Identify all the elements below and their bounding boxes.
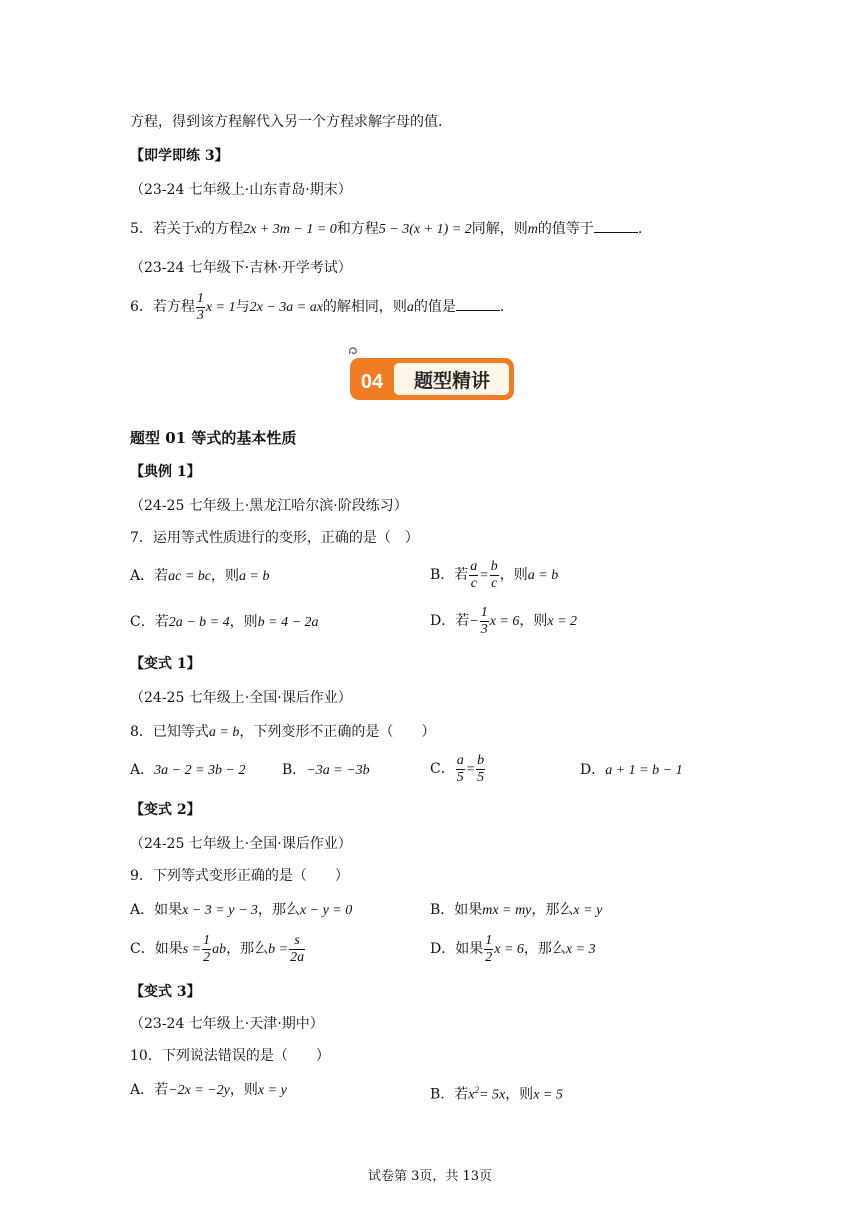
q9-c-post: ab — [212, 942, 227, 957]
q9-d-mid: ，那么 — [523, 941, 566, 957]
q6-equation-1: x = 1 — [205, 300, 236, 315]
q7-c-label: C．若 — [130, 614, 169, 630]
q6-fraction-denominator: 3 — [196, 307, 204, 323]
q6-answer-blank[interactable] — [456, 296, 500, 311]
intro-text: 方程，得到该方程解代入另一个方程求解字母的值. — [130, 114, 443, 130]
q5-equation-2: 5 − 3(x + 1) = 2 — [378, 222, 472, 237]
q9-b-expr: mx = my — [482, 903, 532, 918]
question-6 — [130, 290, 504, 325]
q7-d-result: x = 2 — [547, 614, 578, 629]
q8-option-d[interactable] — [580, 760, 683, 781]
q5-text-4: 同解，则 — [471, 221, 528, 237]
q8-c-denominator-2: 5 — [477, 769, 485, 785]
q6-var-a: a — [406, 300, 414, 315]
q9-a-label: A．如果 — [130, 902, 183, 918]
section-title: 题型 01 等式的基本性质 — [130, 429, 297, 447]
q7-a-mid: ，则 — [211, 568, 239, 584]
q8-option-c[interactable] — [430, 752, 486, 787]
q8-option-a[interactable] — [130, 760, 245, 781]
question-7: 7．运用等式性质进行的变形，正确的是（ ） — [130, 530, 419, 546]
q9-d-label: D．如果 — [430, 941, 484, 957]
q7-b-mid: ，则 — [499, 567, 528, 583]
q10-a-result: x = y — [257, 1083, 287, 1098]
q6-text-3: 的解相同，则 — [322, 299, 407, 315]
q7-b-equals: = — [479, 568, 489, 583]
question-9: 9．下列等式变形正确的是（ ） — [130, 868, 349, 884]
q8-d-label: D． — [580, 762, 606, 778]
q8-text-post: ，下列变形不正确的是（ ） — [239, 724, 436, 740]
q7-b-numerator-2: b — [490, 558, 498, 574]
q10-b-base: x — [468, 1087, 475, 1103]
q10-option-b[interactable] — [430, 1080, 563, 1106]
q9-c-mid: ，那么 — [226, 941, 269, 957]
q8-c-fraction-1 — [456, 753, 465, 786]
var3-source: （23-24 七年级上·天津·期中） — [130, 1016, 324, 1032]
q6-end: . — [499, 299, 505, 315]
q8-text-pre: 8．已知等式 — [130, 724, 209, 740]
q8-b-expr: −3a = −3b — [306, 763, 370, 778]
q7-d-denominator: 3 — [480, 621, 488, 637]
var1-source: （24-25 七年级上·全国·课后作业） — [130, 690, 352, 706]
q8-option-b[interactable] — [282, 760, 370, 781]
q7-b-fraction-1 — [469, 559, 478, 592]
q6-fraction-numerator: 1 — [196, 290, 204, 306]
q9-c-result-pre: b = — [268, 942, 289, 957]
q8-c-numerator-1: a — [456, 752, 464, 768]
q7-option-c[interactable] — [130, 612, 319, 633]
q10-option-a[interactable] — [130, 1080, 287, 1101]
q7-option-b[interactable] — [430, 558, 558, 593]
q8-c-equals: = — [465, 762, 476, 777]
section-banner — [348, 346, 516, 404]
q9-b-label: B．如果 — [430, 902, 483, 918]
q5-text-3: 和方程 — [336, 221, 379, 237]
q9-d-numerator: 1 — [485, 932, 493, 948]
banner-number: 04 — [360, 371, 384, 393]
q6-source: （23-24 七年级下·吉林·开学考试） — [130, 260, 352, 276]
q9-d-expr: x = 6 — [494, 942, 524, 957]
q7-d-mid: ，则 — [519, 613, 548, 629]
page-footer: 试卷第 3页，共 13页 — [367, 1169, 493, 1184]
q5-var-m: m — [527, 222, 538, 237]
q7-b-fraction-2 — [490, 559, 499, 592]
var1-label: 【变式 1】 — [130, 656, 201, 672]
q7-b-result: a = b — [527, 568, 559, 583]
q7-b-label: B．若 — [430, 567, 469, 583]
q8-expr: a = b — [208, 725, 240, 740]
q9-a-result: x − y = 0 — [299, 903, 353, 918]
q5-text-1: 若关于 — [152, 221, 195, 237]
question-5 — [130, 218, 642, 240]
q6-text-1: 若方程 — [152, 299, 195, 315]
q7-a-label: A．若 — [130, 568, 169, 584]
q9-c-numerator: 1 — [203, 932, 211, 948]
banner-title: 题型精讲 — [413, 370, 491, 392]
q7-a-expr: ac = bc — [168, 569, 211, 584]
q9-b-mid: ，那么 — [531, 902, 574, 918]
q9-c-result-fraction — [289, 933, 305, 966]
q10-b-expr: = 5x — [479, 1087, 506, 1103]
q9-option-d[interactable] — [430, 932, 596, 967]
q9-d-fraction — [484, 933, 493, 966]
q8-c-numerator-2: b — [477, 752, 485, 768]
q5-text-5: 的值等于 — [537, 221, 594, 237]
q7-c-expr: 2a − b = 4 — [168, 615, 230, 630]
q9-a-expr: x − 3 = y − 3 — [182, 903, 258, 918]
q7-b-denominator-1: c — [470, 575, 477, 591]
q9-d-result: x = 3 — [565, 942, 596, 957]
q9-c-label: C．如果 — [130, 941, 183, 957]
ex1-source: （24-25 七年级上·黑龙江哈尔滨·阶段练习） — [130, 498, 408, 514]
q9-c-result-numerator: s — [289, 933, 305, 950]
q8-a-label: A． — [130, 762, 155, 778]
q10-b-mid: ，则 — [505, 1086, 534, 1103]
q6-text-2: 与 — [235, 299, 250, 315]
q8-c-label: C． — [430, 761, 455, 777]
q8-c-denominator-1: 5 — [456, 769, 464, 785]
q5-equation-1: 2x + 3m − 1 = 0 — [243, 222, 337, 237]
q9-option-c[interactable] — [130, 932, 306, 967]
q7-c-mid: ，则 — [229, 614, 258, 630]
q9-d-denominator: 2 — [485, 949, 493, 965]
q8-b-label: B． — [282, 762, 307, 778]
banner-graphic — [348, 346, 516, 404]
q7-c-result: b = 4 − 2a — [257, 615, 319, 630]
q7-option-a[interactable] — [130, 566, 269, 587]
var2-source: （24-25 七年级上·全国·课后作业） — [130, 836, 352, 852]
question-8 — [130, 722, 435, 743]
q9-a-mid: ，那么 — [257, 902, 300, 918]
q6-fraction — [196, 291, 205, 324]
q8-d-expr: a + 1 = b − 1 — [605, 763, 683, 778]
q7-d-fraction — [480, 605, 489, 638]
q6-number: 6． — [130, 299, 153, 315]
pin-icon — [350, 348, 357, 354]
q6-equation-2: 2x − 3a = ax — [249, 300, 323, 315]
ex1-label: 【典例 1】 — [130, 464, 201, 480]
q7-d-expr: x = 6 — [489, 614, 520, 629]
practice-heading: 【即学即练 3】 — [130, 148, 229, 164]
q5-source: （23-24 七年级上·山东青岛·期末） — [130, 182, 352, 198]
q5-number: 5． — [130, 221, 153, 237]
q8-a-expr: 3a − 2 = 3b − 2 — [154, 763, 246, 778]
q9-c-pre: s = — [182, 942, 202, 957]
q8-c-fraction-2 — [476, 753, 485, 786]
q10-a-expr: −2x = −2y — [168, 1083, 230, 1098]
q9-option-b[interactable] — [430, 900, 602, 921]
q7-a-result: a = b — [239, 569, 270, 584]
q5-var-x: x — [194, 222, 202, 237]
var2-label: 【变式 2】 — [130, 802, 201, 818]
q7-d-numerator: 1 — [480, 604, 488, 620]
q5-answer-blank[interactable] — [594, 218, 638, 233]
q6-text-4: 的值是 — [413, 299, 456, 315]
q7-b-numerator-1: a — [470, 558, 478, 574]
q7-d-neg: − — [469, 614, 479, 629]
q10-a-mid: ，则 — [229, 1082, 258, 1098]
q10-b-result: x = 5 — [533, 1087, 563, 1103]
q9-b-result: x = y — [573, 903, 603, 918]
question-10: 10．下列说法错误的是（ ） — [130, 1048, 330, 1064]
var3-label: 【变式 3】 — [130, 984, 201, 1000]
q9-option-a[interactable] — [130, 900, 352, 921]
q10-b-exponent: 2 — [474, 1085, 480, 1095]
q7-option-d[interactable] — [430, 604, 577, 639]
q7-d-label: D．若 — [430, 613, 470, 629]
q5-text-2: 的方程 — [201, 221, 244, 237]
q9-c-denominator: 2 — [203, 949, 211, 965]
q7-b-denominator-2: c — [491, 575, 498, 591]
q9-c-fraction — [202, 933, 211, 966]
q5-end: . — [637, 221, 643, 237]
q10-a-label: A．若 — [130, 1082, 169, 1098]
q10-b-label: B．若 — [430, 1086, 469, 1103]
q9-c-result-denominator: 2a — [290, 949, 305, 965]
